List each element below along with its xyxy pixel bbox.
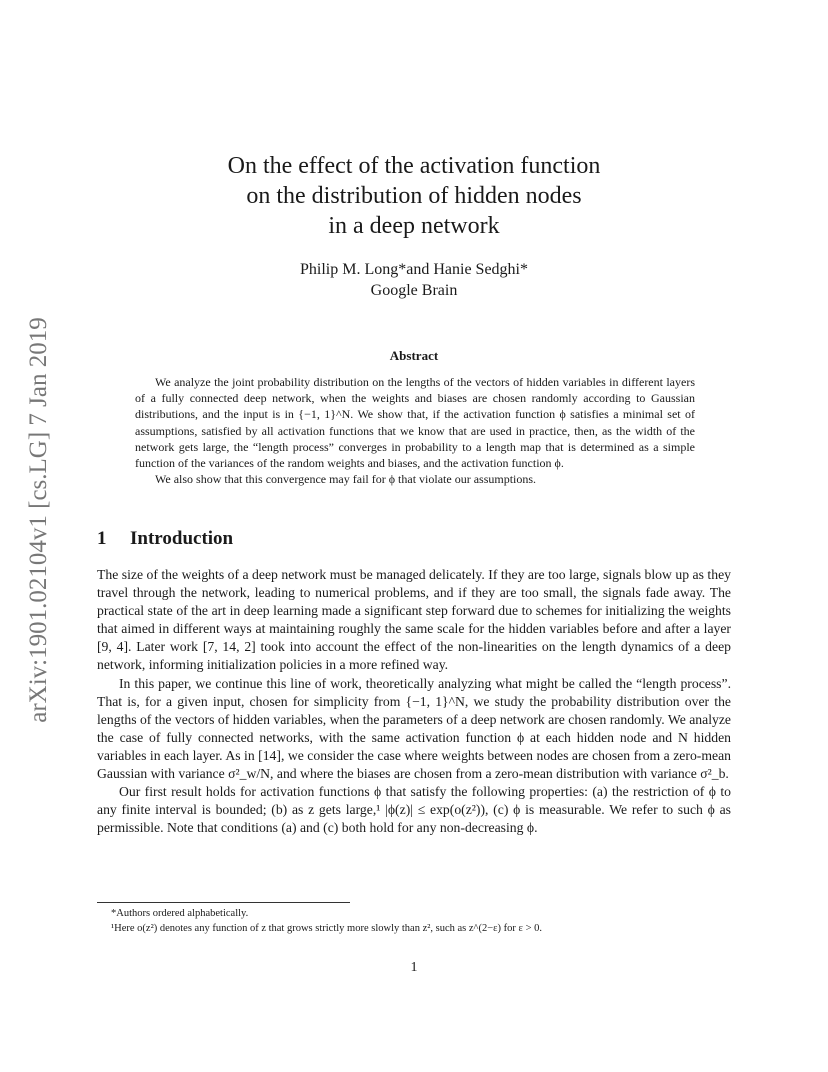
title-line-1: On the effect of the activation function [227,153,601,179]
footnote-rule [97,902,350,903]
intro-paragraph-2: In this paper, we continue this line of work, theoretically analyzing what might be called the “length process”. That is, for a given input, chosen for simplicity from {−1, 1}^N, we study the probability distribution over the lengths of the vectors of hidden variables, when the parameters of a deep network are chosen randomly. We analyze the case of fully connected networks, with the same activation function ϕ at each hidden node and N hidden variables in each layer. As in [14], we consider the case where weights between nodes are chosen from a zero-mean Gaussian with variance σ²_w/N, and where the biases are chosen from a zero-mean distribution with variance σ²_b. [97,675,731,782]
intro-paragraph-1: The size of the weights of a deep network must be managed delicately. If they are too large, signals blow up as they travel through the network, leading to numerical problems, and if they are too small, the signals fade away. The practical state of the art in deep learning made a significant step forward due to schemes for initializing the weights that aimed in different ways at maintaining roughly the same scale for the hidden variables before and after a layer [9, 4]. Later work [7, 14, 2] took into account the effect of the non-linearities on the length dynamics of a deep network, informing initialization policies in a more refined way. [97,567,731,673]
footnote-1: ¹Here o(z²) denotes any function of z that grows strictly more slowly than z², such as z^(2−ε) for ε > 0. [111,923,542,934]
introduction-body [97,566,731,837]
footnote-authors: *Authors ordered alphabetically. [111,908,249,919]
intro-paragraph-3: Our first result holds for activation functions ϕ that satisfy the following properties: (a) the restriction of ϕ to any finite interval is bounded; (b) as z gets large,¹ |ϕ(z)| ≤ exp(o(z²)), (c) ϕ is measurable. We refer to such ϕ as permissible. Note that conditions (a) and (c) both hold for any non-decreasing ϕ. [97,784,731,836]
title-line-2: on the distribution of hidden nodes [246,183,582,209]
section-heading-introduction [97,528,737,550]
section-number: 1 [97,528,107,549]
abstract-heading: Abstract [389,348,439,363]
abstract-body [135,374,695,487]
arxiv-identifier: arXiv:1901.02104v1 [cs.LG] 7 Jan 2019 [25,317,52,723]
abstract-paragraph-2: We also show that this convergence may fail for ϕ that violate our assumptions. [155,472,537,487]
arxiv-sidebar-stamp [18,300,60,740]
abstract-paragraph-1: We analyze the joint probability distribution on the lengths of the vectors of hidden variables in different layers of a fully connected deep network, when the weights and biases are chosen randomly according to Gaussian distributions, and the input is in {−1, 1}^N. We show that, if the activation function ϕ satisfies a minimal set of assumptions, satisfied by all activation functions that we know that are used in practice, then, as the width of the network gets large, the “length process” converges in probability to a length map that is determined as a simple function of the variances of the random weights and biases, and the activation function ϕ. [135,375,695,471]
footnotes [97,906,731,936]
author-block [0,259,828,301]
section-title: Introduction [130,528,234,549]
author-affiliation: Google Brain [370,282,458,299]
page-number: 1 [410,960,418,975]
author-names: Philip M. Long*and Hanie Sedghi* [300,261,528,278]
title-line-3: in a deep network [328,213,500,239]
paper-title [0,151,828,241]
